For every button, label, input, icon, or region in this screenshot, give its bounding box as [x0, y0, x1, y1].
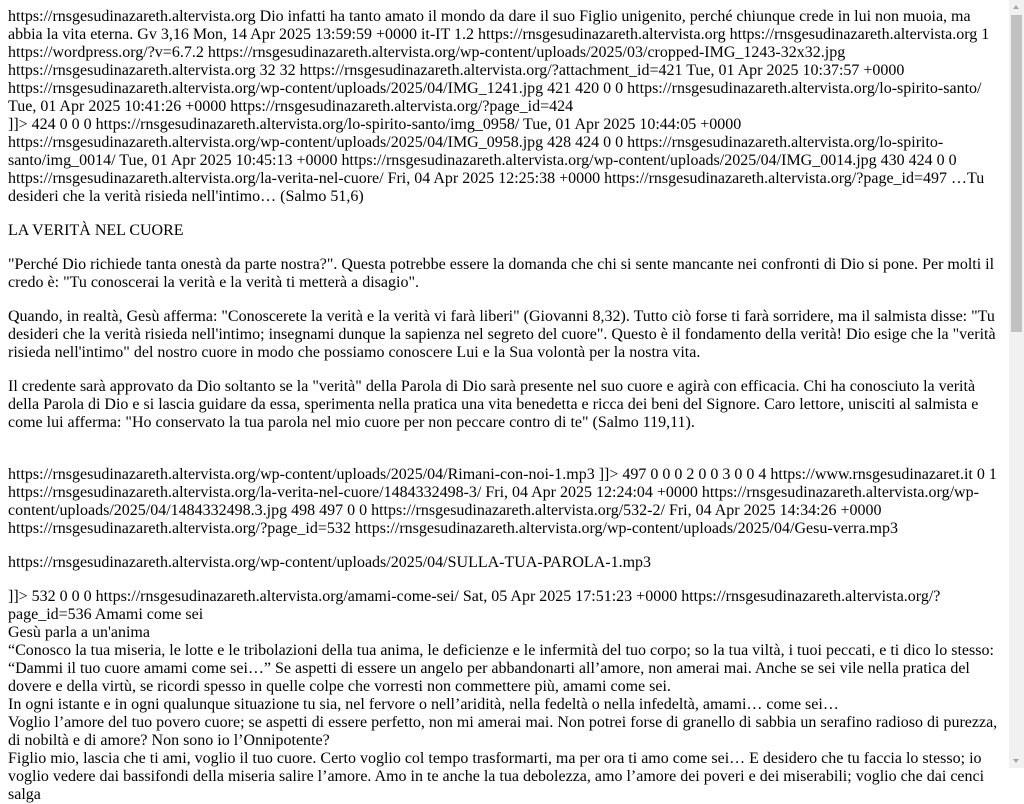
- feed-text-block-5: ]]> 532 0 0 0 https://rnsgesudinazareth.altervista.org/amami-come-sei/ Sat, 05 Apr 2025 17:51:23 +0000 https://rnsgesudinazareth.altervista.org/?page_id=536 Amami come sei: [8, 588, 941, 623]
- arrow-up-icon[interactable]: [1009, 0, 1024, 15]
- prayer-paragraph-3: Voglio l’amore del tuo povero cuore; se aspetti di essere perfetto, non mi amerai mai. Non potrei forse di granello di sabbia un serafino radioso di purezza, di nobiltà e di amore? Non sono io l’Onnipotente?: [8, 714, 998, 749]
- vertical-scrollbar[interactable]: [1009, 0, 1024, 768]
- article-paragraph-1: "Perché Dio richiede tanta onestà da parte nostra?". Questa potrebbe essere la domanda che chi si sente mancante nei confronti di Dio si pone. Per molti il credo è: "Tu conoscerai la verità e la verità ti metterà a disagio".: [8, 256, 995, 291]
- feed-text-block-1: https://rnsgesudinazareth.altervista.org Dio infatti ha tanto amato il mondo da dare il suo Figlio unigenito, perché chiunque crede in lui non muoia, ma abbia la vita eterna. Gv 3,16 Mon, 14 Apr 2025 13:59:59 +0000 it-IT 1.2 https://rnsgesudinazareth.altervista.org https://rnsgesudinazareth.altervista.org 1 https://wordpress.org/?v=6.7.2 https://rnsgesudinazareth.altervista.org/wp-content/uploads/2025/03/cropped-IMG_1243-32x32.jpg https://rnsgesudinazareth.altervista.org 32 32 https://rnsgesudinazareth.altervista.org/?attachment_id=421 Tue, 01 Apr 2025 10:37:57 +0000 https://rnsgesudinazareth.altervista.org/wp-content/uploads/2025/04/IMG_1241.jpg 421 420 0 0 https://rnsgesudinazareth.altervista.org/lo-spirito-santo/ Tue, 01 Apr 2025 10:41:26 +0000 https://rnsgesudinazareth.altervista.org/?page_id=424: [8, 8, 990, 115]
- feed-text-block-3: https://rnsgesudinazareth.altervista.org/wp-content/uploads/2025/04/Rimani-con-noi-1.mp3 ]]> 497 0 0 0 2 0 0 3 0 0 4 https://www.rnsgesudinazaret.it 0 1 https://rnsgesudinazareth.altervista.org/la-verita-nel-cuore/1484332498-3/ Fri, 04 Apr 2025 12:24:04 +0000 https://rnsgesudinazareth.altervista.org/wp-content/uploads/2025/04/1484332498.3.jpg 498 497 0 0 https://rnsgesudinazareth.altervista.org/532-2/ Fri, 04 Apr 2025 14:34:26 +0000 https://rnsgesudinazareth.altervista.org/?page_id=532 https://rnsgesudinazareth.altervista.org/wp-content/uploads/2025/04/Gesu-verra.mp3: [8, 466, 997, 537]
- article-heading: LA VERITÀ NEL CUORE: [8, 222, 184, 239]
- article-paragraph-3: Il credente sarà approvato da Dio soltanto se la "verità" della Parola di Dio sarà presente nel suo cuore e agirà con efficacia. Chi ha conosciuto la verità della Parola di Dio e si lascia guidare da essa, sperimenta nella pratica una vita benedetta e ricca dei beni del Signore. Caro lettore, unisciti al salmista e come lui afferma: "Ho conservato la tua parola nel mio cuore per non peccare contro di te" (Salmo 119,11).: [8, 378, 979, 431]
- feed-text-block-4: https://rnsgesudinazareth.altervista.org/wp-content/uploads/2025/04/SULLA-TUA-PAROLA-1.mp3: [8, 554, 652, 571]
- prayer-paragraph-1: “Conosco la tua miseria, le lotte e le tribolazioni della tua anima, le deficienze e le infermità del tuo corpo; so la tua viltà, i tuoi peccati, e ti dico lo stesso: “Dammi il tuo cuore amami come sei…” Se aspetti di essere un angelo per abbandonarti all’amore, non amerai mai. Anche se sei vile nella pratica del dovere e della virtù, se ricordi spesso in quelle colpe che vorresti non commettere più, amami come sei.: [8, 642, 994, 695]
- feed-text-block-2: ]]> 424 0 0 0 https://rnsgesudinazareth.altervista.org/lo-spirito-santo/img_0958/ Tue, 01 Apr 2025 10:44:05 +0000 https://rnsgesudinazareth.altervista.org/wp-content/uploads/2025/04/IMG_0958.jpg 428 424 0 0 https://rnsgesudinazareth.altervista.org/lo-spirito-santo/img_0014/ Tue, 01 Apr 2025 10:45:13 +0000 https://rnsgesudinazareth.altervista.org/wp-content/uploads/2025/04/IMG_0014.jpg 430 424 0 0 https://rnsgesudinazareth.altervista.org/la-verita-nel-cuore/ Fri, 04 Apr 2025 12:25:38 +0000 https://rnsgesudinazareth.altervista.org/?page_id=497 …Tu desideri che la verità risieda nell'intimo… (Salmo 51,6): [8, 116, 985, 205]
- article-paragraph-2: Quando, in realtà, Gesù afferma: "Conoscerete la verità e la verità vi farà liberi" (Giovanni 8,32). Tutto ciò forse ti farà sorridere, ma il salmista disse: "Tu desideri che la verità risieda nell'intimo; insegnami dunque la sapienza nel segreto del cuore". Questo è il fondamento della verità! Dio esige che la "verità risieda nell'intimo" del nostro cuore in modo che possiamo conoscere Lui e la Sua volontà per la nostra vita.: [8, 308, 996, 361]
- scrollbar-thumb[interactable]: [1011, 15, 1022, 332]
- prayer-paragraph-2: In ogni istante e in ogni qualunque situazione tu sia, nel fervore o nell’aridità, nella fedeltà o nella infedeltà, amami… come sei…: [8, 696, 839, 713]
- prayer-paragraph-4: Figlio mio, lascia che ti ami, voglio il tuo cuore. Certo voglio col tempo trasformarti, ma per ora ti amo come sei… E desidero che tu faccia lo stesso; io voglio vedere dai bassifondi della miseria salire l’amore. Amo in te anche la tua debolezza, amo l’amore dei poveri e dei miserabili; voglio che dai cenci salga: [8, 750, 985, 803]
- arrow-down-icon[interactable]: [1009, 753, 1024, 768]
- blank-line: [8, 448, 1001, 466]
- prayer-subtitle: Gesù parla a un'anima: [8, 624, 150, 641]
